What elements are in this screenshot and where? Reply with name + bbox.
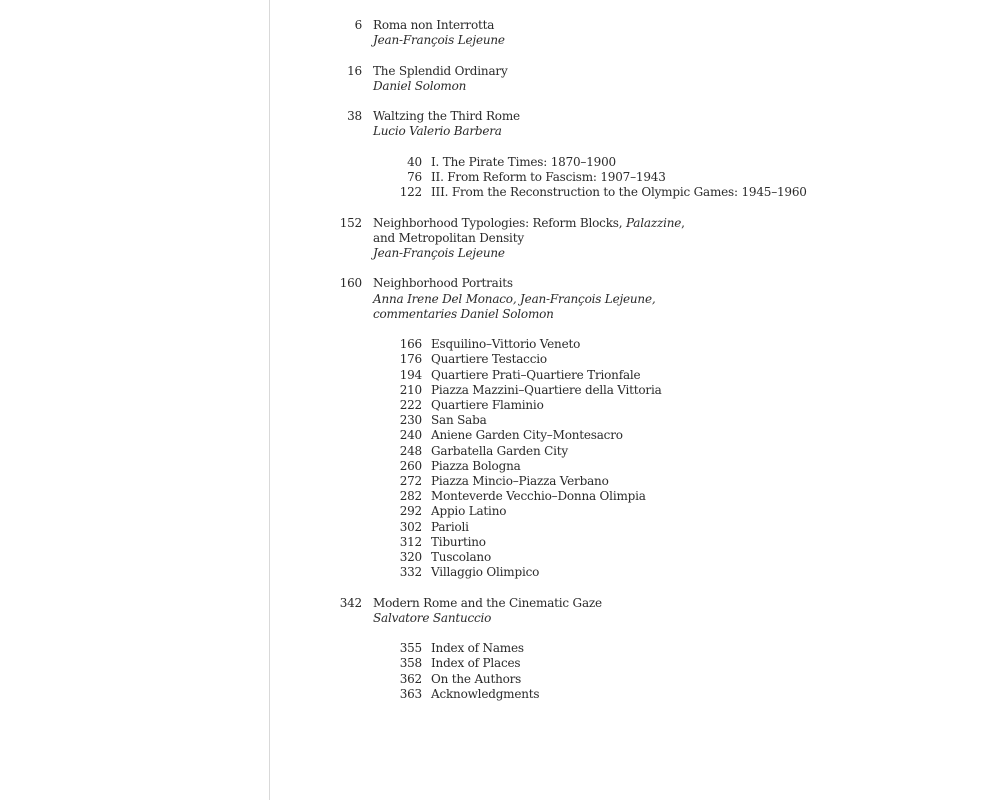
page-number: 363 (399, 686, 422, 701)
subentry-title: Piazza Mincio–Piazza Verbano (431, 474, 609, 488)
toc-subentry[interactable] (380, 413, 807, 428)
toc-subentry[interactable] (380, 459, 807, 474)
toc-subentry[interactable] (380, 185, 807, 200)
subentry-title: San Saba (431, 413, 487, 428)
toc-subentry[interactable] (380, 398, 807, 413)
subentry-title: Villaggio Olimpico (431, 565, 540, 580)
toc-entry-waltzing-third-rome[interactable] (320, 109, 807, 139)
page-number: 76 (407, 169, 422, 184)
page-number: 362 (399, 671, 422, 686)
subentry-title: Monteverde Vecchio–Donna Olimpia (431, 489, 646, 504)
page-number: 152 (339, 215, 362, 230)
entry-author: Lucio Valerio Barbera (373, 124, 502, 139)
toc-subentry[interactable] (380, 170, 807, 185)
page-number: 292 (399, 504, 422, 519)
toc-sublist-portraits (380, 337, 807, 580)
toc-sublist-third-rome (380, 155, 807, 201)
toc-subentry[interactable] (380, 535, 807, 550)
page-number: 38 (347, 109, 362, 124)
page-number: 210 (399, 382, 422, 397)
page-number: 166 (399, 337, 422, 352)
toc-entry-neighborhood-portraits[interactable] (320, 276, 807, 322)
subentry-title: Quartiere Flaminio (431, 397, 544, 412)
entry-title: The Splendid Ordinary (373, 63, 508, 78)
subentry-title: Tuscolano (431, 550, 491, 565)
page-number: 40 (407, 154, 422, 169)
page-number: 342 (339, 595, 362, 610)
toc-subentry[interactable] (380, 383, 807, 398)
subentry-title: Tiburtino (431, 534, 486, 549)
table-of-contents (320, 18, 807, 717)
subentry-title: Garbatella Garden City (431, 443, 568, 458)
page-number: 222 (399, 397, 422, 412)
toc-subentry[interactable] (380, 428, 807, 443)
toc-subentry[interactable] (380, 672, 807, 687)
subentry-title: Quartiere Testaccio (431, 352, 547, 367)
toc-subentry[interactable] (380, 444, 807, 459)
subentry-title: Aniene Garden City–Montesacro (431, 428, 623, 443)
toc-subentry[interactable] (380, 687, 807, 702)
subentry-title: Piazza Mazzini–Quartiere della Vittoria (431, 382, 662, 397)
page-number: 240 (399, 428, 422, 443)
entry-author: Anna Irene Del Monaco, Jean-François Lejeune, (373, 291, 656, 306)
toc-subentry[interactable] (380, 504, 807, 519)
entry-author: Salvatore Santuccio (373, 610, 492, 625)
toc-subentry[interactable] (380, 337, 807, 352)
entry-title: Modern Rome and the Cinematic Gaze (373, 595, 602, 610)
page-number: 312 (399, 534, 422, 549)
page-number: 176 (399, 352, 422, 367)
entry-title-part2: , (681, 215, 685, 230)
toc-subentry[interactable] (380, 352, 807, 367)
page-number: 272 (399, 474, 422, 488)
subentry-title: Index of Names (431, 641, 524, 656)
page-number: 320 (399, 550, 422, 565)
subentry-title: Acknowledgments (431, 686, 540, 701)
page-number: 230 (399, 413, 422, 428)
subentry-title: Piazza Bologna (431, 458, 521, 473)
toc-entry-neighborhood-typologies[interactable] (320, 216, 807, 262)
page-number: 302 (399, 519, 422, 534)
entry-title: Roma non Interrotta (373, 18, 495, 32)
entry-title (373, 216, 807, 231)
toc-subentry[interactable] (380, 550, 807, 565)
page-number: 248 (399, 443, 422, 458)
entry-author-line2: commentaries Daniel Solomon (373, 306, 554, 321)
subentry-title: II. From Reform to Fascism: 1907–1943 (431, 169, 666, 184)
entry-title: Waltzing the Third Rome (373, 109, 520, 124)
page-number: 160 (339, 276, 362, 291)
subentry-title: I. The Pirate Times: 1870–1900 (431, 154, 616, 169)
page-number: 358 (399, 656, 422, 671)
subentry-title: Quartiere Prati–Quartiere Trionfale (431, 367, 641, 382)
entry-author: Daniel Solomon (373, 78, 467, 93)
entry-title-italic: Palazzine (625, 215, 682, 230)
page-number: 282 (399, 489, 422, 504)
page-number: 260 (399, 458, 422, 473)
subentry-title: Index of Places (431, 656, 521, 671)
subentry-title: Parioli (431, 519, 469, 534)
toc-sublist-back-matter (380, 641, 807, 702)
toc-subentry[interactable] (380, 520, 807, 535)
page-number: 355 (399, 641, 422, 656)
toc-subentry[interactable] (380, 641, 807, 656)
entry-author: Jean-François Lejeune (373, 245, 505, 260)
toc-subentry[interactable] (380, 565, 807, 580)
page-gutter-line (269, 0, 270, 800)
entry-title-part1: Neighborhood Typologies: Reform Blocks, (373, 215, 626, 230)
toc-subentry[interactable] (380, 155, 807, 170)
subentry-title: Esquilino–Vittorio Veneto (431, 337, 581, 352)
subentry-title: On the Authors (431, 671, 522, 686)
page-number: 332 (399, 565, 422, 580)
subentry-title: Appio Latino (431, 504, 507, 519)
entry-author: Jean-François Lejeune (373, 33, 505, 48)
entry-title: Neighborhood Portraits (373, 276, 513, 291)
toc-subentry[interactable] (380, 656, 807, 671)
page-number: 16 (347, 63, 362, 78)
toc-subentry[interactable] (380, 489, 807, 504)
toc-subentry[interactable] (380, 474, 807, 489)
page-number: 122 (399, 185, 422, 200)
toc-entry-roma-non-interrotta[interactable] (320, 18, 807, 48)
toc-subentry[interactable] (380, 368, 807, 383)
page-number: 194 (399, 367, 422, 382)
subentry-title: III. From the Reconstruction to the Olympic Games: 1945–1960 (431, 185, 807, 200)
toc-entry-modern-rome-cinematic-gaze[interactable] (320, 596, 807, 626)
toc-entry-splendid-ordinary[interactable] (320, 64, 807, 94)
entry-title-line2: and Metropolitan Density (373, 230, 524, 245)
page-number: 6 (354, 18, 362, 32)
